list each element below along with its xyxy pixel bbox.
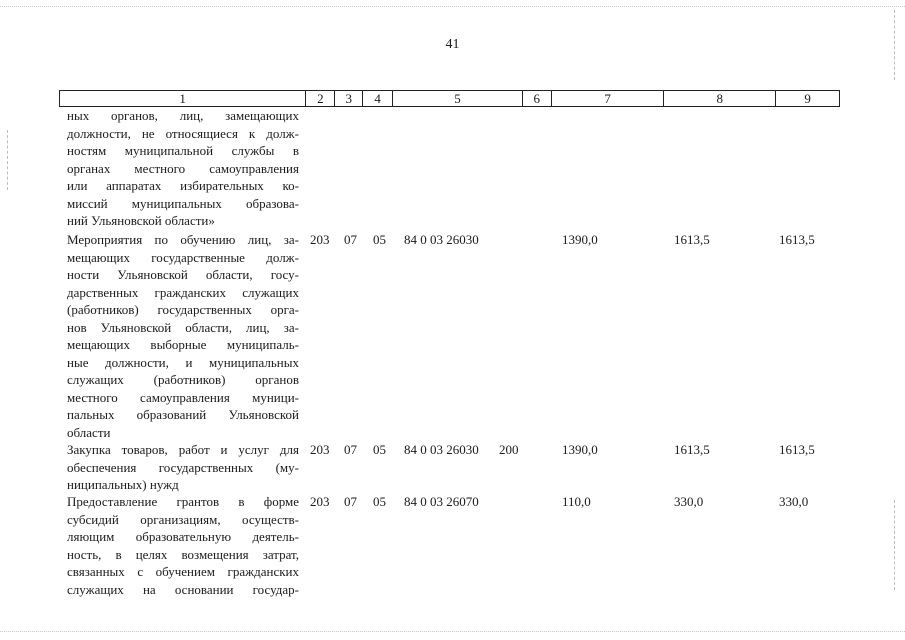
code-target-article: 84 0 03 26030 (404, 232, 479, 247)
right-margin-mark-lower (894, 500, 895, 590)
header-cell-1: 1 (60, 91, 306, 106)
row-description (67, 107, 299, 230)
code-section: 07 (344, 232, 357, 247)
description-line: ляющим образовательную деятель- (67, 529, 299, 544)
amount-col9: 330,0 (779, 494, 809, 509)
description-line: или аппаратах избирательных ко- (67, 178, 299, 193)
amount-col8: 1613,5 (674, 442, 710, 457)
row-description (67, 231, 299, 441)
amount-col9: 1613,5 (779, 442, 815, 457)
code-section: 07 (344, 442, 357, 457)
description-line: служащих (работников) органов (67, 372, 299, 387)
description-line: обеспечения государственных (му- (67, 459, 299, 475)
description-line: служащих на основании государ- (67, 581, 299, 597)
code-subsection: 05 (373, 442, 386, 457)
description-line: ностям муниципальной службы в (67, 143, 299, 158)
description-line: Предоставление грантов в форме (67, 494, 299, 509)
description-line: ные должности, и муниципальных (67, 354, 299, 370)
description-line: Закупка товаров, работ и услуг для (67, 442, 299, 457)
header-cell-7: 7 (552, 91, 665, 106)
description-line: области (67, 424, 111, 440)
description-line: органах местного самоуправления (67, 160, 299, 176)
left-margin-mark (7, 130, 8, 190)
amount-col7: 110,0 (562, 494, 591, 509)
header-cell-5: 5 (393, 91, 523, 106)
amount-col8: 1613,5 (674, 232, 710, 247)
description-line: дарственных гражданских служащих (67, 284, 299, 300)
description-line: мещающих выборные муниципаль- (67, 337, 299, 352)
header-cell-8: 8 (664, 91, 776, 106)
code-subsection: 05 (373, 494, 386, 509)
description-line: связанных с обучением гражданских (67, 564, 299, 579)
code-subsection: 05 (373, 232, 386, 247)
description-line: ниципальных) нужд (67, 477, 179, 492)
description-line: ний Ульяновской области» (67, 213, 215, 228)
description-line: субсидий организациям, осуществ- (67, 511, 299, 527)
header-cell-3: 3 (335, 91, 363, 106)
description-line: (работников) государственных орга- (67, 302, 299, 317)
description-line: мещающих государственные долж- (67, 249, 299, 265)
header-cell-6: 6 (523, 91, 552, 106)
code-target-article: 84 0 03 26030 (404, 442, 479, 457)
code-ministry: 203 (310, 442, 330, 457)
code-ministry: 203 (310, 494, 330, 509)
row-description (67, 441, 299, 494)
bottom-scan-edge (0, 631, 905, 632)
amount-col7: 1390,0 (562, 232, 598, 247)
description-line: ность, в целях возмещения затрат, (67, 546, 299, 562)
code-ministry: 203 (310, 232, 330, 247)
code-section: 07 (344, 494, 357, 509)
description-line: должности, не относящиеся к долж- (67, 125, 299, 141)
header-cell-9: 9 (804, 91, 811, 106)
description-line: пальных образований Ульяновской (67, 407, 299, 422)
code-expense-type: 200 (499, 442, 519, 457)
header-cell-2: 2 (306, 91, 335, 106)
description-line: ных органов, лиц, замещающих (67, 108, 299, 123)
table-header-row (59, 90, 840, 107)
description-line: ности Ульяновской области, госу- (67, 267, 299, 282)
amount-col7: 1390,0 (562, 442, 598, 457)
header-cell-4: 4 (363, 91, 393, 106)
description-line: местного самоуправления муници- (67, 389, 299, 405)
description-line: нов Ульяновской области, лиц, за- (67, 319, 299, 335)
description-line: миссий муниципальных образова- (67, 195, 299, 211)
amount-col9: 1613,5 (779, 232, 815, 247)
amount-col8: 330,0 (674, 494, 704, 509)
description-line: Мероприятия по обучению лиц, за- (67, 232, 299, 247)
row-description (67, 493, 299, 598)
top-scan-edge (0, 6, 905, 7)
page-number: 41 (445, 37, 460, 52)
code-target-article: 84 0 03 26070 (404, 494, 479, 509)
